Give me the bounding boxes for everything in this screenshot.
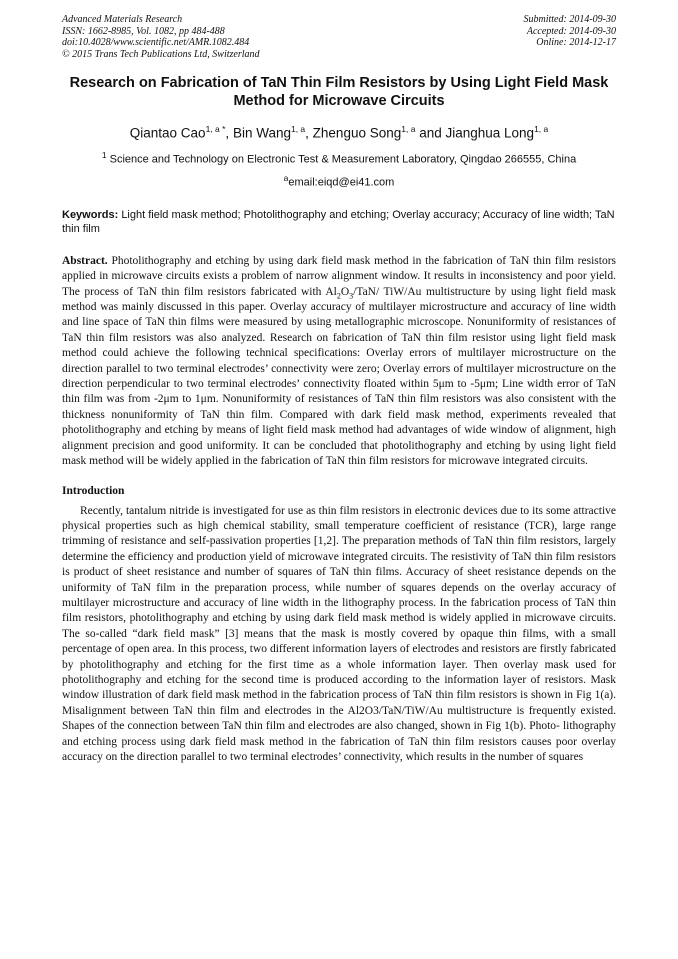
keywords-text: Light field mask method; Photolithography and etching; Overlay accuracy; Accuracy of line width; TaN thin film xyxy=(62,208,615,235)
abstract xyxy=(62,254,616,470)
introduction-paragraph: Recently, tantalum nitride is investigated for use as thin film resistors in electronic devices due to its some attractive physical properties such as high chemical stability, small temperature coefficient of resistance (TCR), large range trimming of resistance and self-passivation properties [1,2]. The preparation methods of TaN thin film resistors, largely determine the efficiency and production yield of microwave integrated circuits. The resistivity of TaN thin film resistors is product of sheet resistance and number of squares of TaN thin films. Accuracy of sheet resistance depends on the uniformity of TaN film in the preparation process, while number of squares depends on the overlay accuracy of multilayer microstructure and accuracy of line width in the lithography process. In the fabrication process of TaN thin film resistors, photolithography and etching by using dark field mask method is widely applied in microwave circuits. The so-called “dark field mask” [3] means that the mask is mostly covered by opaque thin films, with a small percentage of open area. In this process, two different information layers of electrodes and resistors are firstly fabricated by photolithography and etching for the first time as a whole information layer. Then overlay mask used for photolithography and etching for the second time is produced according to the information layer of resistors. Mask window illustration of dark field mask method in the fabrication process of TaN thin film resistors is shown in Fig 1(a). Misalignment between TaN thin film and electrodes in the Al2O3/TaN/TiW/Au multistructure is frequently existed. Shapes of the connection between TaN thin film and electrodes are also changed, shown in Fig 1(b). Photo- lithography and etching process using dark field mask method in the fabrication of TaN thin film resistors causes poor overlay accuracy on the direction parallel to two terminal electrodes’ connectivity, which results in the number of squares xyxy=(62,504,616,763)
paper-title: Research on Fabrication of TaN Thin Film Resistors by Using Light Field Mask Method for Microwave Circuits xyxy=(69,75,609,109)
author-name: Jianghua Long xyxy=(445,125,535,141)
email-sup: a xyxy=(283,173,289,184)
online-date: Online: 2014-12-17 xyxy=(536,37,616,48)
keywords xyxy=(62,208,616,236)
author-separator: , xyxy=(305,125,313,141)
abstract-subscript: 2 xyxy=(336,290,341,300)
paper-page xyxy=(62,14,616,765)
journal-info xyxy=(62,14,260,60)
doi-line: doi:10.4028/www.scientific.net/AMR.1082.484 xyxy=(62,37,250,48)
journal-name: Advanced Materials Research xyxy=(62,14,183,25)
author-affil-sup: 1, a xyxy=(534,124,549,134)
author-name: Bin Wang xyxy=(232,125,291,141)
submission-dates xyxy=(524,14,617,60)
abstract-text-part1: Photolithography and etching by using dark field mask method in the fabrication of TaN thin film resistors applied in microwave circuits exists a problem of narrow alignment window. It results in inconsistency and poor yield. The process of TaN thin film resistors fabricated with Al xyxy=(62,254,617,298)
email-line xyxy=(62,171,616,190)
abstract-text-part2: /TaN/ TiW/Au multistructure by using light field mask method was mainly discussed in this paper. Overlay accuracy of multilayer microstructure and accuracy of line width and line space of TaN thin films were measured by using metallographic microscope. Nonuniformity of resistances of TaN thin film resistors was also analyzed. Research on fabrication of TaN thin film resistor using light field mask method could achieve the following technical specifications: Overlay errors of multilayer microstructure on the direction parallel to two terminal electrodes’ connectivity were zero; Overlay errors of multilayer microstructure on the direction perpendicular to two terminal electrodes’ connectivity floated within 5μm to -5μm; Line width error of TaN thin film was from -2μm to 1μm. Nonuniformity of resistances of TaN thin film resistors was also consistent with the thickness nonuniformity of TaN thin film. Compared with dark field mask method, experiments revealed that photolithography and etching by means of light field mask method had advantages of wide window of alignment, high alignment precision and good uniformity. It can be concluded that photolithography and etching by using light field mask method will be widely applied in the fabrication of TaN thin film resistors for microwave integrated circuits. xyxy=(62,285,616,468)
abstract-label: Abstract. xyxy=(62,254,108,267)
author-affil-sup: 1, a * xyxy=(205,124,226,134)
author-separator: and xyxy=(415,125,446,141)
abstract-subscript: 3 xyxy=(349,290,354,300)
introduction-heading: Introduction xyxy=(62,484,125,497)
copyright-line: © 2015 Trans Tech Publications Ltd, Switzerland xyxy=(62,48,260,60)
journal-header xyxy=(62,14,616,60)
author-name: Zhenguo Song xyxy=(312,125,402,141)
author-separator: , xyxy=(225,125,233,141)
affiliation xyxy=(62,148,616,167)
author-affil-sup: 1, a xyxy=(290,124,306,134)
issn-line: ISSN: 1662-8985, Vol. 1082, pp 484-488 xyxy=(62,25,225,37)
keywords-label: Keywords: xyxy=(62,208,119,221)
author-name: Qiantao Cao xyxy=(129,125,206,141)
accepted-date: Accepted: 2014-09-30 xyxy=(526,25,616,37)
affiliation-text: Science and Technology on Electronic Test & Measurement Laboratory, Qingdao 266555, China xyxy=(109,153,577,166)
submitted-date: Submitted: 2014-09-30 xyxy=(523,14,616,25)
affiliation-sup: 1 xyxy=(101,149,107,160)
abstract-text-mid: O xyxy=(340,285,350,298)
email-address: email:eiqd@ei41.com xyxy=(288,176,395,189)
author-list xyxy=(62,121,616,142)
author-affil-sup: 1, a xyxy=(401,124,416,134)
